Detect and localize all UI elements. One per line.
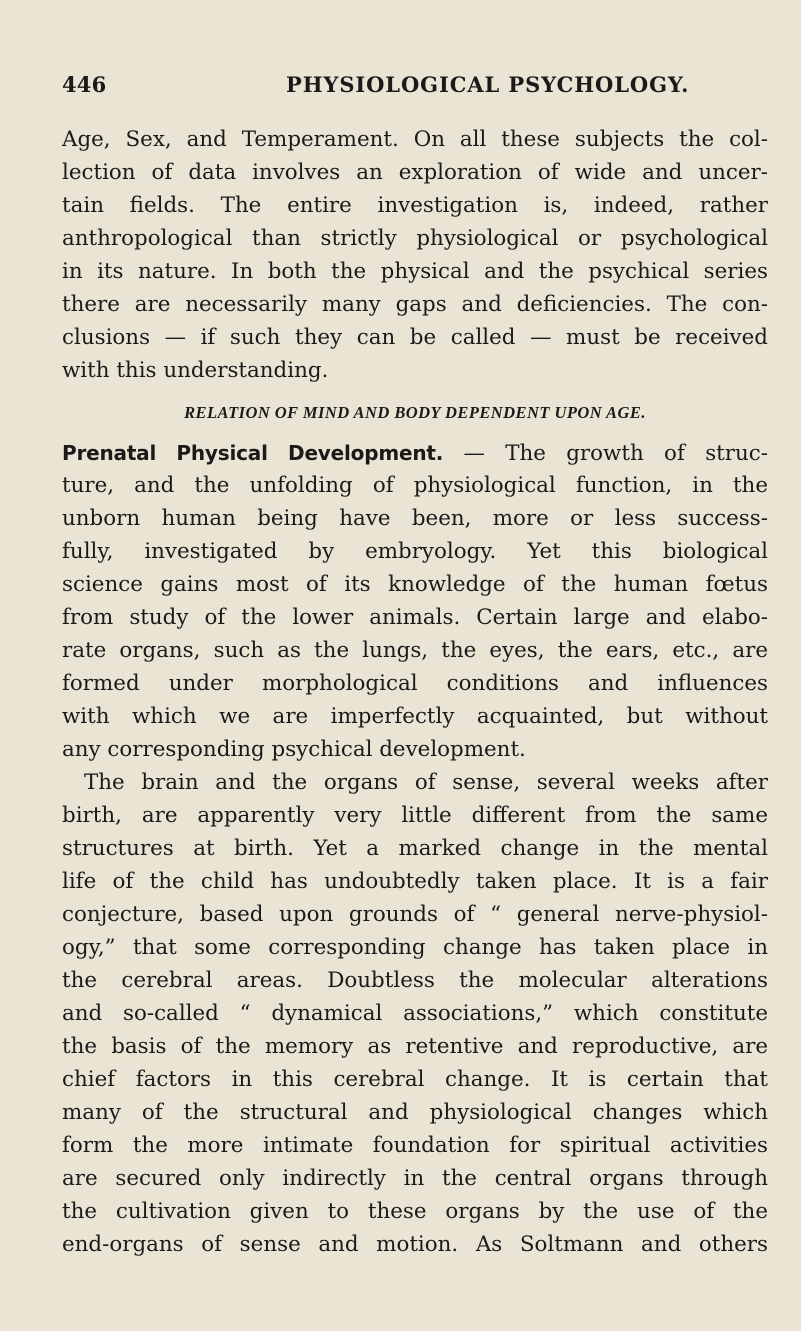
running-title: PHYSIOLOGICAL PSYCHOLOGY.: [286, 72, 690, 97]
text-line: unborn human being have been, more or less success-: [62, 506, 768, 531]
text-line: ture, and the unfolding of physiological function, in the: [62, 473, 768, 498]
page-number: 446: [62, 72, 107, 97]
text-line: the cultivation given to these organs by the use of the: [62, 1199, 768, 1224]
text-line: the cerebral areas. Doubtless the molecular alterations: [62, 968, 768, 993]
text-line: conjecture, based upon grounds of “ general nerve-physiol-: [62, 902, 768, 927]
text-line: form the more intimate foundation for spiritual activities: [62, 1133, 768, 1158]
text-line: from study of the lower animals. Certain large and elabo-: [62, 605, 768, 630]
text-line: The brain and the organs of sense, several weeks after: [84, 770, 768, 795]
text-line: anthropological than strictly physiological or psychological: [62, 226, 768, 251]
text-line: [62, 437, 768, 469]
text-line: are secured only indirectly in the central organs through: [62, 1166, 768, 1191]
text-line: clusions — if such they can be called — must be received: [62, 325, 768, 350]
text-line: Age, Sex, and Temperament. On all these subjects the col-: [62, 127, 768, 152]
text-line: in its nature. In both the physical and the psychical series: [62, 259, 768, 284]
first-line-text: — The growth of struc-: [463, 441, 768, 466]
text-line: science gains most of its knowledge of the human fœtus: [62, 572, 768, 597]
running-header: [62, 72, 768, 106]
text-line: rate organs, such as the lungs, the eyes, the ears, etc., are: [62, 638, 768, 663]
text-line: birth, are apparently very little different from the same: [62, 803, 768, 828]
text-line: formed under morphological conditions and influences: [62, 671, 768, 696]
text-line: with which we are imperfectly acquainted, but without: [62, 704, 768, 729]
text-line: life of the child has undoubtedly taken place. It is a fair: [62, 869, 768, 894]
text-line: ogy,” that some corresponding change has taken place in: [62, 935, 768, 960]
text-line: many of the structural and physiological changes which: [62, 1100, 768, 1125]
text-line: structures at birth. Yet a marked change in the mental: [62, 836, 768, 861]
text-line: lection of data involves an exploration of wide and uncer-: [62, 160, 768, 185]
text-line: chief factors in this cerebral change. It is certain that: [62, 1067, 768, 1092]
text-line: and so-called “ dynamical associations,” which constitute: [62, 1001, 768, 1026]
text-line: tain fields. The entire investigation is, indeed, rather: [62, 193, 768, 218]
text-line: end-organs of sense and motion. As Soltmann and others: [62, 1232, 768, 1257]
text-line: fully, investigated by embryology. Yet this biological: [62, 539, 768, 564]
text-line: there are necessarily many gaps and deficiencies. The con-: [62, 292, 768, 317]
book-page: [62, 0, 768, 1331]
section-heading: RELATION OF MIND AND BODY DEPENDENT UPON AGE.: [184, 403, 646, 422]
run-in-heading: Prenatal Physical Development.: [62, 441, 444, 465]
text-line: with this understanding.: [62, 358, 329, 383]
text-line: the basis of the memory as retentive and reproductive, are: [62, 1034, 768, 1059]
text-line: any corresponding psychical development.: [62, 737, 526, 762]
